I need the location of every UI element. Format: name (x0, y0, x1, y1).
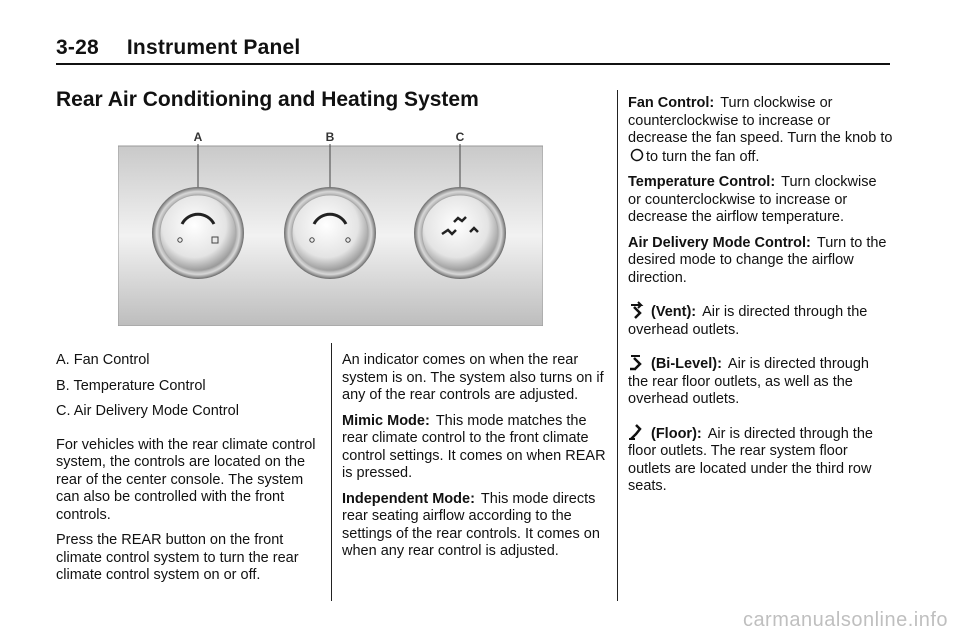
column-divider-1 (331, 343, 332, 601)
rear-button-paragraph: Press the REAR button on the front climate control system to turn the rear climate control system on or off. (56, 532, 299, 583)
vent-mode-label: (Vent): (651, 304, 697, 320)
intro-paragraph: For vehicles with the rear climate control system, the controls are located on the rear of the center console. The system can also be controlled with the front controls. (56, 436, 316, 523)
indicator-paragraph: An indicator comes on when the rear system is on. The system also turns on if any of the rear controls are adjusted. (342, 352, 604, 403)
vent-mode-text: Air is directed through the overhead outlets. (628, 304, 868, 338)
independent-mode-label: Independent Mode: (342, 490, 475, 507)
legend-item-a: A. Fan Control (56, 352, 150, 368)
climate-panel-figure (118, 128, 543, 326)
middle-column (342, 352, 607, 569)
vent-mode-paragraph (628, 301, 893, 339)
air-delivery-mode-knob (414, 187, 506, 279)
page-title: Rear Air Conditioning and Heating System (56, 88, 479, 111)
bilevel-mode-text: Air is directed through the rear floor outlets, as well as the overhead outlets. (628, 356, 869, 407)
fan-control-paragraph (628, 95, 893, 166)
independent-mode-text: This mode directs rear seating airflow according to the settings of the rear controls. It comes on when any rear control is adjusted. (342, 490, 600, 559)
fan-control-label: Fan Control: (628, 95, 715, 111)
floor-mode-icon (628, 423, 648, 441)
temperature-control-paragraph (628, 174, 893, 227)
bilevel-mode-icon (628, 353, 648, 371)
legend-item-c: C. Air Delivery Mode Control (56, 403, 239, 419)
page-number: 3-28 (56, 36, 99, 59)
bilevel-mode-label: (Bi-Level): (651, 356, 722, 372)
temperature-control-label: Temperature Control: (628, 174, 776, 190)
fan-control-knob (152, 187, 244, 279)
bilevel-mode-paragraph (628, 353, 893, 409)
column-divider-2 (617, 90, 618, 601)
temperature-control-knob (284, 187, 376, 279)
air-delivery-label: Air Delivery Mode Control: (628, 234, 811, 251)
legend-item-b: B. Temperature Control (56, 377, 206, 394)
fan-control-text-b: to turn the fan off. (646, 148, 760, 165)
temperature-control-text: Turn clockwise or counterclockwise to increase or decrease the airflow temperature. (628, 174, 877, 225)
mimic-mode-paragraph (342, 413, 607, 483)
figure-legend (56, 352, 321, 421)
independent-mode-paragraph (342, 491, 607, 561)
header-rule (56, 63, 890, 65)
fan-control-text-a: Turn clockwise or counterclockwise to increase or decrease the fan speed. Turn the knob to (628, 95, 893, 146)
floor-mode-text: Air is directed through the floor outlets. The rear system floor outlets are located under the third row seats. (628, 425, 873, 494)
mimic-mode-label: Mimic Mode: (342, 412, 430, 429)
watermark: carmanualsonline.info (742, 609, 948, 631)
vent-mode-icon (628, 301, 648, 319)
page-header (56, 36, 300, 60)
section-title: Instrument Panel (126, 36, 301, 59)
callout-c-label: C (455, 130, 465, 144)
air-delivery-text: Turn to the desired mode to change the airflow direction. (628, 234, 887, 286)
floor-mode-label: (Floor): (651, 425, 702, 442)
fan-off-icon (630, 148, 644, 162)
callout-a-label: A (193, 130, 203, 144)
left-column (56, 352, 321, 593)
mimic-mode-text: This mode matches the rear climate control to the front climate control settings. It comes on when REAR is pressed. (342, 412, 606, 481)
floor-mode-paragraph (628, 423, 893, 496)
air-delivery-paragraph (628, 235, 893, 288)
callout-b-label: B (325, 130, 335, 144)
right-column (628, 95, 893, 504)
